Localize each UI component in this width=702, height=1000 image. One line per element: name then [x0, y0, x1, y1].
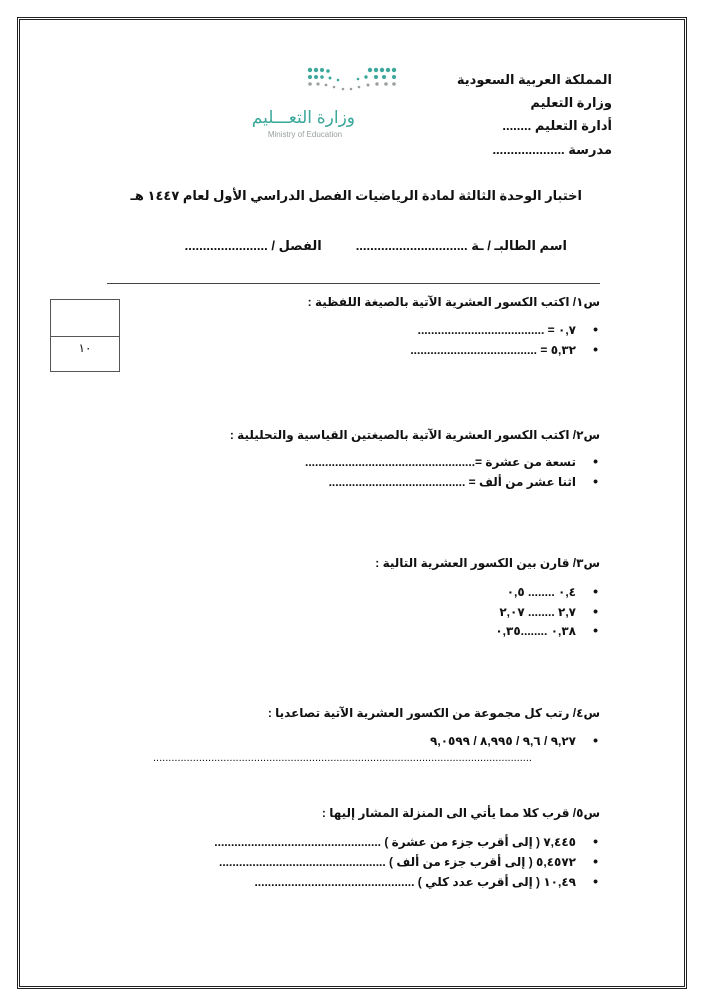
- header-school: مدرسة ....................: [492, 142, 612, 157]
- question-3-title: س٣/ قارن بين الكسور العشرية التالية :: [375, 556, 600, 570]
- divider: [107, 283, 600, 284]
- question-4-title: س٤/ رتب كل مجموعة من الكسور العشرية الآتية تصاعديا :: [267, 706, 600, 720]
- question-2-title: س٢/ اكتب الكسور العشرية الآتية بالصيغتين القياسية والتحليلية :: [229, 428, 600, 442]
- item-text: ٠,٣٨ ........٠,٣٥: [495, 624, 576, 638]
- item-text: ٧,٤٤٥ ( إلى أقرب جزء من عشرة ) ..................................................: [214, 835, 576, 849]
- bullet-icon: •: [593, 732, 598, 748]
- item-text: ٢,٧ ........ ٢,٠٧: [499, 605, 576, 619]
- question-1-item: [410, 341, 598, 358]
- question-3-item: [499, 603, 598, 620]
- logo-arabic-text: وزارة التعـــليم: [251, 108, 355, 127]
- question-5-item: [219, 853, 598, 870]
- student-info-row: [185, 238, 567, 254]
- question-1-title: س١/ اكتب الكسور العشرية الآتية بالصيغة اللفظية :: [307, 295, 600, 309]
- score-total: ١٠: [78, 341, 92, 355]
- item-text: ٥,٤٥٧٢ ( إلى أقرب جزء من ألف ) ..................................................: [219, 855, 576, 869]
- bullet-icon: •: [593, 853, 598, 869]
- bullet-icon: •: [593, 453, 598, 469]
- question-4-item: [430, 732, 598, 749]
- question-3-item: [506, 583, 598, 600]
- score-divider: [51, 336, 119, 337]
- question-5-item: [214, 833, 598, 850]
- ministry-logo: [251, 64, 405, 144]
- bullet-icon: •: [593, 603, 598, 619]
- bullet-icon: •: [593, 583, 598, 599]
- question-5-title: س٥/ قرب كلا مما يأتي الى المنزلة المشار إليها :: [321, 806, 600, 820]
- score-box: [50, 299, 120, 372]
- item-text: ٠,٧ = ......................................: [417, 323, 576, 337]
- header-ministry: وزارة التعليم: [530, 95, 612, 110]
- class-field[interactable]: الفصل / .......................: [184, 238, 322, 253]
- question-3-item: [495, 622, 598, 639]
- exam-title: اختبار الوحدة الثالثة لمادة الرياضيات الفصل الدراسي الأول لعام ١٤٤٧ هـ: [130, 188, 582, 203]
- bullet-icon: •: [593, 321, 598, 337]
- question-2-item: [305, 453, 598, 470]
- item-text: ١٠,٤٩ ( إلى أقرب عدد كلي ) ................................................: [254, 875, 576, 889]
- question-2-item: [328, 473, 598, 490]
- bullet-icon: •: [593, 341, 598, 357]
- item-text: تسعة من عشرة =...................................................: [305, 455, 576, 469]
- bullet-icon: •: [593, 473, 598, 489]
- item-text: ٩,٢٧ / ٩,٦ / ٨,٩٩٥ / ٩,٠٥٩٩: [430, 734, 576, 748]
- item-text: ٠,٤ ........ ٠,٥: [506, 585, 576, 599]
- logo-english-text: Ministry of Education: [267, 130, 343, 139]
- item-text: اثنا عشر من ألف = .........................................: [328, 475, 576, 489]
- question-4-answer-line[interactable]: ............................................................................................................................: [153, 752, 532, 764]
- bullet-icon: •: [593, 833, 598, 849]
- header-country: المملكة العربية السعودية: [456, 72, 612, 87]
- student-name-field[interactable]: اسم الطالبـ / ـة ...............................: [355, 238, 567, 253]
- bullet-icon: •: [593, 622, 598, 638]
- question-1-item: [417, 321, 598, 338]
- bullet-icon: •: [593, 873, 598, 889]
- item-text: ٥,٣٢ = ......................................: [410, 343, 576, 357]
- header-department: أدارة التعليم ........: [502, 118, 612, 133]
- question-5-item: [254, 873, 598, 890]
